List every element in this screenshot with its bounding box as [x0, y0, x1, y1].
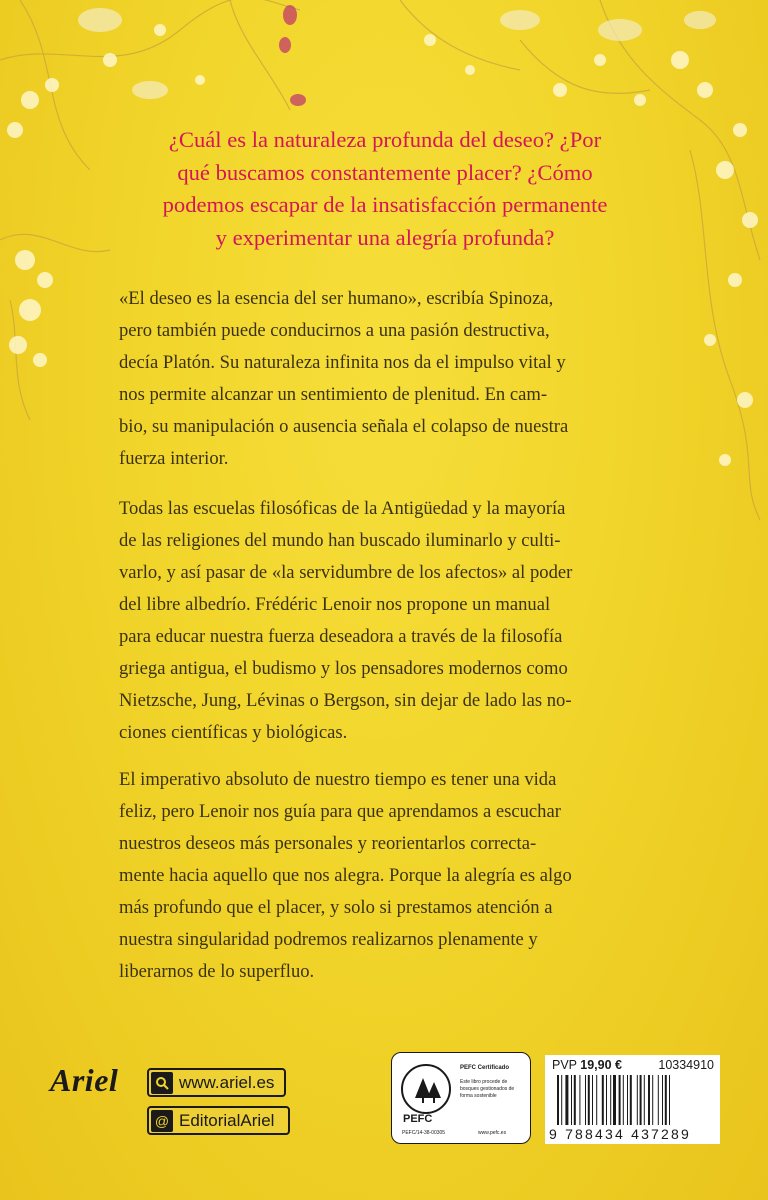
barcode-bar — [662, 1075, 663, 1125]
tagline-line: qué buscamos constantemente placer? ¿Cómo — [177, 159, 593, 185]
text-line: de las religiones del mundo han buscado iluminarlo y culti- — [119, 530, 561, 551]
text-line: mente hacia aquello que nos alegra. Porque la alegría es algo — [119, 865, 572, 886]
barcode-bar — [648, 1075, 650, 1125]
product-code: 10334910 — [658, 1058, 714, 1072]
text-line: Nietzsche, Jung, Lévinas o Bergson, sin dejar de lado las no- — [119, 690, 572, 711]
synopsis-paragraph-2 — [119, 493, 651, 749]
tagline-line: y experimentar una alegría profunda? — [215, 224, 555, 250]
text-line: bio, su manipulación o ausencia señala el colapso de nuestra — [119, 416, 569, 437]
text-line: nuestra singularidad podremos realizarnos plenamente y — [119, 929, 538, 950]
barcode-bar — [640, 1075, 642, 1125]
pefc-logo-text: PEFC — [403, 1113, 433, 1125]
barcode-bars — [557, 1075, 709, 1125]
barcode-bar — [665, 1075, 667, 1125]
pefc-title: PEFC Certificado — [460, 1065, 510, 1071]
text-line: fuerza interior. — [119, 448, 229, 469]
price-prefix: PVP — [552, 1058, 577, 1072]
search-icon — [151, 1072, 173, 1094]
barcode-bar — [658, 1075, 659, 1125]
publisher-logo: Ariel — [50, 1062, 119, 1098]
barcode-bar — [574, 1075, 576, 1125]
text-line: para educar nuestra fuerza deseadora a través de la filosofía — [119, 626, 563, 647]
pefc-description: Este libro procede de bosques gestionados de forma sostenible — [460, 1079, 515, 1099]
barcode-bar — [585, 1075, 586, 1125]
barcode-bar — [606, 1075, 607, 1125]
barcode-bar — [588, 1075, 590, 1125]
barcode-bar — [613, 1075, 616, 1125]
barcode-bar — [561, 1075, 562, 1125]
price-value: 19,90 € — [580, 1058, 622, 1072]
at-sign-icon: @ — [151, 1110, 173, 1132]
text-line: Todas las escuelas filosóficas de la Antigüedad y la mayoría — [119, 498, 566, 519]
barcode-bar — [592, 1075, 593, 1125]
text-line: varlo, y así pasar de «la servidumbre de los afectos» al poder — [119, 562, 573, 583]
barcode-bar — [637, 1075, 638, 1125]
text-line: nuestros deseos más personales y reorientarlos correcta- — [119, 833, 537, 854]
text-line: feliz, pero Lenoir nos guía para que aprendamos a escuchar — [119, 801, 561, 822]
text-line: más profundo que el placer, y solo si prestamos atención a — [119, 897, 553, 918]
price-label — [552, 1058, 622, 1072]
social-handle-text: EditorialAriel — [179, 1110, 275, 1130]
text-line: nos permite alcanzar un sentimiento de plenitud. En cam- — [119, 384, 548, 405]
barcode-bar — [602, 1075, 604, 1125]
barcode-bar — [644, 1075, 645, 1125]
text-line: griega antigua, el budismo y los pensadores modernos como — [119, 658, 568, 679]
synopsis-paragraph-3 — [119, 764, 651, 988]
barcode-bar — [557, 1075, 559, 1125]
barcode-bar — [627, 1075, 628, 1125]
barcode-bar — [565, 1075, 568, 1125]
pefc-tree-logo — [401, 1064, 451, 1114]
barcode-bar — [669, 1075, 670, 1125]
text-line: del libre albedrío. Frédéric Lenoir nos propone un manual — [119, 594, 551, 615]
website-text: www.ariel.es — [179, 1072, 275, 1092]
barcode-bar — [652, 1075, 653, 1125]
text-line: liberarnos de lo superfluo. — [119, 961, 315, 982]
barcode-bar — [630, 1075, 632, 1125]
text-line: El imperativo absoluto de nuestro tiempo es tener una vida — [119, 769, 557, 790]
isbn-number: 9 788434 437289 — [549, 1126, 691, 1142]
barcode-bar — [619, 1075, 621, 1125]
price-barcode-box — [545, 1055, 720, 1144]
text-line: pero también puede conducirnos a una pasión destructiva, — [119, 320, 550, 341]
pefc-code: PEFC/14-38-00305 — [402, 1130, 446, 1136]
social-handle-link[interactable] — [147, 1106, 290, 1135]
barcode-bar — [596, 1075, 597, 1125]
text-line: ciones científicas y biológicas. — [119, 722, 348, 743]
barcode-bar — [579, 1075, 580, 1125]
barcode-bar — [571, 1075, 572, 1125]
tagline-line: ¿Cuál es la naturaleza profunda del deseo? ¿Por — [168, 127, 602, 152]
tagline-line: podemos escapar de la insatisfacción permanente — [162, 192, 608, 217]
barcode-bar — [610, 1075, 611, 1125]
text-line: decía Platón. Su naturaleza infinita nos da el impulso vital y — [119, 352, 566, 373]
website-link[interactable] — [147, 1068, 286, 1097]
text-line: «El deseo es la esencia del ser humano», escribía Spinoza, — [119, 288, 554, 309]
tagline — [100, 124, 670, 254]
barcode-bar — [623, 1075, 624, 1125]
synopsis-paragraph-1 — [119, 283, 651, 475]
pefc-certification — [391, 1052, 531, 1144]
pefc-url: www.pefc.es — [478, 1130, 507, 1136]
